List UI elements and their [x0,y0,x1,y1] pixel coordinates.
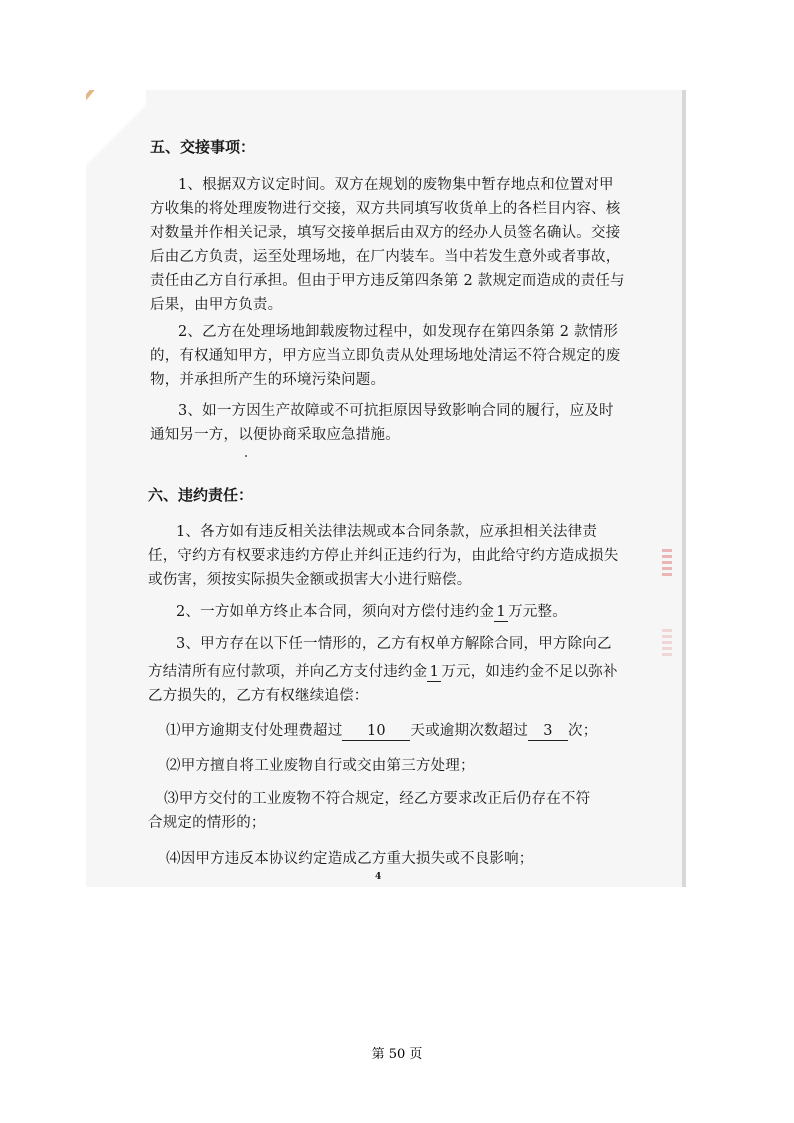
item-1-text: ⑴甲方逾期支付处理费超过 [166,723,343,739]
section5-p1-line1: 1、根据双方议定时间。双方在规划的废物集中暂存地点和位置对甲 [178,177,614,193]
stamp-fragment [662,548,672,576]
section6-p3-line2-text: 方结清所有应付款项，并向乙方支付违约金 [148,664,428,680]
item-2: ⑵甲方擅自将工业废物自行或交由第三方处理； [166,758,475,774]
section5-p2-line3: 物，并承担所产生的环境污染问题。 [150,372,386,388]
section6-p1-line2: 任，守约方有权要求违约方停止并纠正违约行为，由此给守约方造成损失 [148,548,619,564]
section6-p1-line1: 1、各方如有违反相关法律法规或本合同条款，应承担相关法律责 [176,524,598,540]
item-1-suffix: 次； [568,723,598,739]
folded-corner [86,90,146,180]
section6-p3-line1: 3、甲方存在以下任一情形的，乙方有权单方解除合同，甲方除向乙 [176,636,612,652]
section5-p1-line6: 后果，由甲方负责。 [150,297,283,313]
section6-p3-line2-suffix: 万元，如违约金不足以弥补 [441,664,618,680]
item-4: ⑷因甲方违反本协议约定造成乙方重大损失或不良影响； [166,851,534,867]
section6-p2 [176,600,567,622]
scan-border [682,90,686,887]
section6-heading: 六、违约责任： [148,486,254,504]
stamp-fragment-2 [662,628,672,656]
section5-p2-line1: 2、乙方在处理场地卸载废物过程中，如发现存在第四条第 2 款情形 [178,324,619,340]
item-3-line1: ⑶甲方交付的工业废物不符合规定，经乙方要求改正后仍存在不符 [164,791,591,807]
section5-heading: 五、交接事项： [150,138,256,156]
section5-p1-line2: 方收集的将处理废物进行交接，双方共同填写收货单上的各栏目内容、核 [150,201,621,217]
item-3-line2: 合规定的情形的； [148,815,266,831]
section5-p1-line4: 后由乙方负责，运至处理场地，在厂内装车。当中若发生意外或者事故， [150,249,621,265]
section5-p3-line1: 3、如一方因生产故障或不可抗拒原因导致影响合同的履行，应及时 [178,403,614,419]
inner-page-number: 4 [375,872,382,882]
scan-speck [245,455,247,457]
section6-p3-line2 [148,660,618,682]
overdue-times: 3 [528,724,568,741]
section6-p1-line3: 或伤害，须按实际损失金额或损害大小进行赔偿。 [148,572,472,588]
section5-p1-line3: 对数量并作相关记录，填写交接单据后由双方的经办人员签名确认。交接 [150,225,621,241]
section5-p2-line2: 的，有权通知甲方，甲方应当立即负责从处理场地处清运不符合规定的废 [150,348,621,364]
section6-p3-line3: 乙方损失的，乙方有权继续追偿： [148,688,369,704]
section6-p2-suffix: 万元整。 [508,604,567,620]
section6-p2-text: 2、一方如单方终止本合同，须向对方偿付违约金 [176,604,495,620]
page-footer: 第 50 页 [371,1047,423,1062]
item-1-mid: 天或逾期次数超过 [410,723,529,739]
penalty-amount: 1 [494,605,508,622]
termination-penalty-amount: 1 [427,665,441,682]
section5-p1-line5: 责任由乙方自行承担。但由于甲方违反第四条第 2 款规定而造成的责任与 [150,273,625,289]
section5-p3-line2: 通知另一方，以便协商采取应急措施。 [150,427,400,443]
overdue-days: 10 [342,724,410,741]
item-1 [166,719,597,741]
